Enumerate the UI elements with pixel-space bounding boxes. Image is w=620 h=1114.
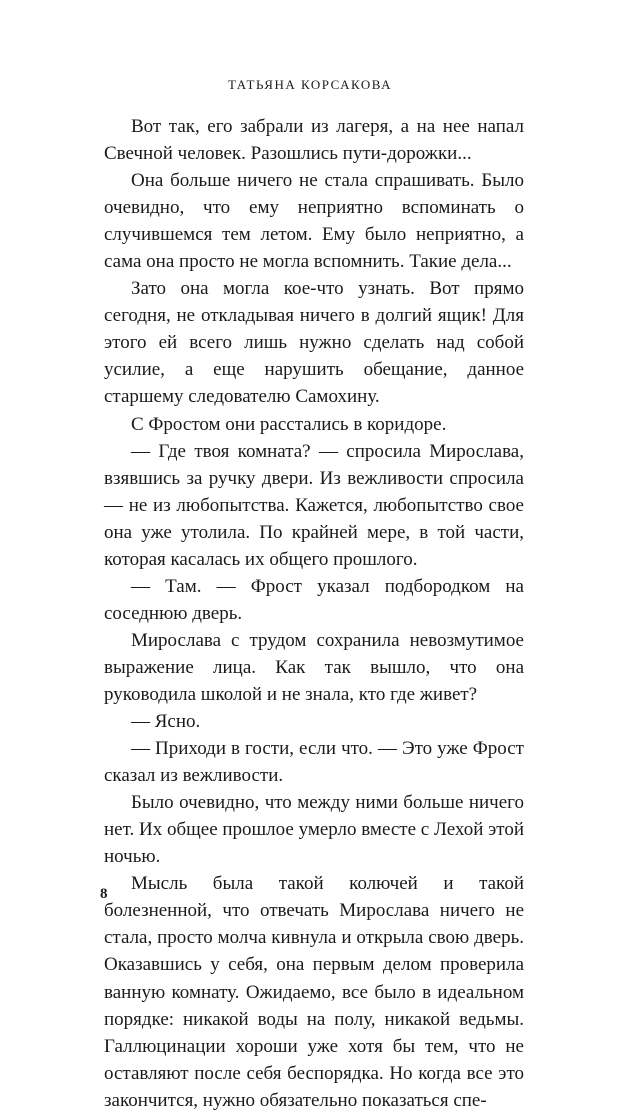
paragraph: — Приходи в гости, если что. — Это уже Фрост сказал из вежливости. bbox=[104, 738, 524, 787]
paragraph: Зато она могла кое-что узнать. Вот прямо сегодня, не откладывая ничего в долгий ящик! Для этого ей всего лишь нужно сделать над собой усилие, а еще нарушить обещание, данное старшему следователю Самохину. bbox=[104, 278, 524, 408]
paragraph: Было очевидно, что между ними больше ничего нет. Их общее прошлое умерло вместе с Лехой этой ночью. bbox=[104, 792, 524, 868]
paragraph: Мысль была такой колючей и такой болезненной, что отвечать Мирослава ничего не стала, просто молча кивнула и открыла свою дверь. Оказавшись у себя, она первым делом проверила ванную комнату. Ожидаемо, все было в идеальном порядке: никакой воды на полу, никакой ведьмы. Галлюцинации хороши уже хотя бы тем, что не оставляют после себя беспорядка. Но когда все это закончится, нужно обязательно показаться спе- bbox=[104, 873, 524, 1111]
paragraph: — Там. — Фрост указал подбородком на соседнюю дверь. bbox=[104, 575, 524, 624]
paragraph: Она больше ничего не стала спрашивать. Было очевидно, что ему неприятно вспоминать о случившемся тем летом. Ему было неприятно, а сама она просто не могла вспомнить. Такие дела... bbox=[104, 170, 524, 273]
running-header-author: ТАТЬЯНА КОРСАКОВА bbox=[228, 77, 392, 92]
paragraph: — Ясно. bbox=[131, 711, 201, 733]
paragraph: С Фростом они расстались в коридоре. bbox=[131, 413, 447, 435]
body-text bbox=[104, 113, 524, 1114]
paragraph: Вот так, его забрали из лагеря, а на нее напал Свечной человек. Разошлись пути-дорожки... bbox=[104, 116, 524, 165]
page-number: 8 bbox=[100, 886, 108, 902]
paragraph: Мирослава с трудом сохранила невозмутимое выражение лица. Как так вышло, что она руководила школой и не знала, кто где живет? bbox=[104, 629, 524, 705]
paragraph: — Где твоя комната? — спросила Мирослава, взявшись за ручку двери. Из вежливости спросила — не из любопытства. Кажется, любопытство свое она уже утолила. По крайней мере, в той части, которая касалась их общего прошлого. bbox=[104, 440, 524, 570]
